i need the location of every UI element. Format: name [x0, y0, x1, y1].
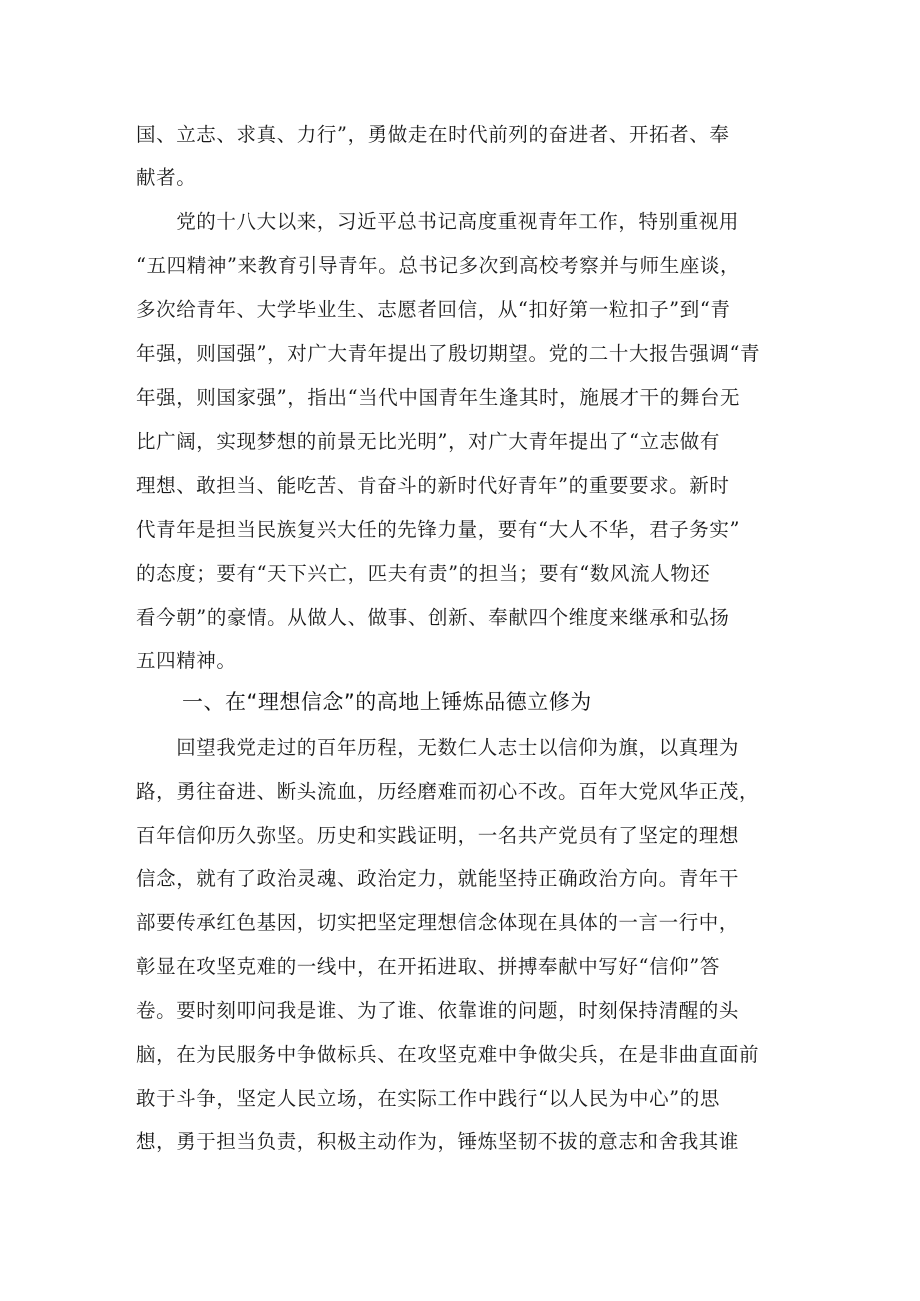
- section-heading: 一、在“理想信念”的高地上锤炼品德立修为: [182, 690, 592, 714]
- paragraph-line: 年强，则国家强”，指出“当代中国青年生逢其时，施展才干的舞台无: [136, 386, 741, 409]
- paragraph-line: 想，勇于担当负责，积极主动作为，锤炼坚韧不拔的意志和舍我其谁: [136, 1130, 740, 1153]
- paragraph-line: 回望我党走过的百年历程，无数仁人志士以信仰为旗，以真理为: [136, 736, 740, 759]
- paragraph-line: 路，勇往奋进、断头流血，历经磨难而初心不改。百年大党风华正茂，: [136, 780, 760, 803]
- paragraph-line: 部要传承红色基因，切实把坚定理想信念体现在具体的一言一行中，: [136, 911, 740, 934]
- paragraph-line: 卷。要时刻叩问我是谁、为了谁、依靠谁的问题，时刻保持清醒的头: [136, 999, 740, 1022]
- paragraph-line: 脑，在为民服务中争做标兵、在攻坚克难中争做尖兵，在是非曲直面前: [136, 1043, 760, 1066]
- paragraph-line: 代青年是担当民族复兴大任的先锋力量，要有“大人不华，君子务实”: [136, 518, 741, 541]
- paragraph-line: 献者。: [136, 166, 197, 189]
- paragraph-line: 信念，就有了政治灵魂、政治定力，就能坚持正确政治方向。青年干: [136, 867, 740, 890]
- paragraph-line: 党的十八大以来，习近平总书记高度重视青年工作，特别重视用: [136, 210, 740, 233]
- paragraph-line: 五四精神。: [136, 649, 237, 672]
- paragraph-line: 多次给青年、大学毕业生、志愿者回信，从“扣好第一粒扣子”到“青: [136, 298, 731, 321]
- paragraph-line: “五四精神”来教育引导青年。总书记多次到高校考察并与师生座谈，: [136, 254, 741, 277]
- paragraph-line: 比广阔，实现梦想的前景无比光明”，对广大青年提出了“立志做有: [136, 430, 720, 453]
- paragraph-line: 百年信仰历久弥坚。历史和实践证明，一名共产党员有了坚定的理想: [136, 824, 740, 847]
- paragraph-line: 看今朝”的豪情。从做人、做事、创新、奉献四个维度来继承和弘扬: [136, 606, 730, 629]
- paragraph-line: 彰显在攻坚克难的一线中，在开拓进取、拼搏奉献中写好“信仰”答: [136, 955, 720, 978]
- paragraph-line: 的态度；要有“天下兴亡，匹夫有责”的担当；要有“数风流人物还: [136, 562, 711, 585]
- paragraph-line: 理想、敢担当、能吃苦、肯奋斗的新时代好青年”的重要要求。新时: [136, 474, 730, 497]
- paragraph-line: 年强，则国强”，对广大青年提出了殷切期望。党的二十大报告强调“青: [136, 342, 761, 365]
- paragraph-line: 敢于斗争，坚定人民立场，在实际工作中践行“以人民为中心”的思: [136, 1087, 720, 1110]
- paragraph-line: 国、立志、求真、力行”，勇做走在时代前列的奋进者、开拓者、奉: [136, 123, 730, 146]
